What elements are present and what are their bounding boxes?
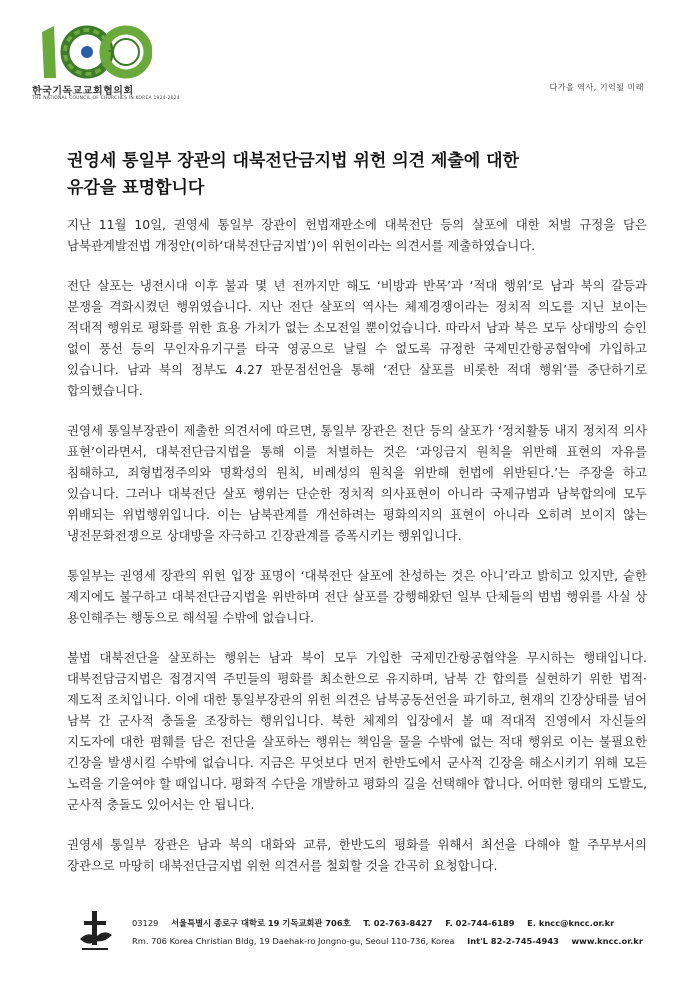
- paragraph: 권영세 통일부 장관은 남과 북의 대화와 교류, 한반도의 평화를 위해서 최선을 다해야 할 주무부서의 장관으로 마땅히 대북전단금지법 위헌 의견서를 철회할 것을 간곡히 요청합니다.: [67, 837, 647, 873]
- statement-title: [67, 148, 637, 202]
- kncc-100-logo: [32, 24, 180, 106]
- tel: T. 02-763-8427: [363, 918, 433, 928]
- address-ko: 서울특별시 종로구 대학로 19 기독교회관 706호: [171, 918, 351, 928]
- statement-body: [67, 214, 647, 895]
- slogan: 다가올 역사, 기억될 미래: [549, 83, 644, 92]
- address-en: Rm. 706 Korea Christian Bldg, 19 Daehak-ro Jongno-gu, Seoul 110-736, Korea: [132, 936, 455, 946]
- title-line-2: 유감을 표명합니다: [67, 178, 205, 198]
- email-link[interactable]: E. kncc@kncc.or.kr: [527, 918, 615, 928]
- intl-tel: Int'L 82-2-745-4943: [467, 936, 559, 946]
- footer-address-ko: [132, 917, 624, 929]
- footer: [0, 905, 700, 965]
- org-name: 한국기독교교회협의회: [32, 86, 134, 97]
- title-line-1: 권영세 통일부 장관의 대북전단금지법 위헌 의견 제출에 대한: [67, 151, 519, 171]
- website-link[interactable]: www.kncc.or.kr: [571, 936, 643, 946]
- fax: F. 02-744-6189: [445, 918, 515, 928]
- paragraph: 전단 살포는 냉전시대 이후 불과 몇 년 전까지만 해도 ‘비방과 반목’과 ‘적대 행위’로 남과 북의 갈등과 분쟁을 격화시켰던 행위였습니다. 지난 전단 살포의 역사는 체제경쟁이라는 정치적 의도를 지닌 보이는 적대적 행위로 평화를 위한 효용 가치가 없는 소모전일 뿐이었습니다. 따라서 남과 북은 모두 상대방의 승인 없이 풍선 등의 무인자유기구를 타국 영공으로 날릴 수 없도록 규정한 국제민간항공협약에 가입하고 있습니다. 남과 북의 정부도 4.27 판문점선언을 통해 ‘전단 살포를 비롯한 적대 행위’를 중단하기로 합의했습니다.: [67, 278, 647, 398]
- cross-dove-icon: [78, 909, 114, 953]
- paragraph: 권영세 통일부장관이 제출한 의견서에 따르면, 통일부 장관은 전단 등의 살포가 ‘정치활동 내지 정치적 의사 표현’이라면서, 대북전단금지법을 통해 이를 처벌하는 것은 ‘과잉금지 원칙을 위반해 표현의 자유를 침해하고, 죄형법정주의와 명확성의 원칙, 비례성의 원칙을 위반해 헌법에 위반된다.’는 주장을 하고 있습니다. 그러나 대북전단 살포 행위는 단순한 정치적 의사표현이 아니라 국제규범과 남북합의에 모두 위배되는 위법행위입니다. 이는 남북관계를 개선하려는 평화의지의 표현이 아니라 오히려 보이지 않는 냉전문화전쟁으로 상대방을 자극하고 긴장관계를 증폭시키는 행위입니다.: [67, 423, 647, 543]
- postcode: 03129: [132, 918, 159, 928]
- paragraph: 지난 11월 10일, 권영세 통일부 장관이 헌법재판소에 대북전단 등의 살포에 대한 처벌 규정을 담은 남북관계발전법 개정안(이하‘대북전단금지법’)이 위헌이라는 의견서를 제출하였습니다.: [67, 217, 647, 253]
- org-subtitle: THE NATIONAL COUNCIL OF CHURCHES IN KOREA 1924-2024: [32, 96, 180, 101]
- paragraph: 불법 대북전단을 살포하는 행위는 남과 북이 모두 가입한 국제민간항공협약을 무시하는 행태입니다. 대북전담금지법은 접경지역 주민들의 평화를 최소한으로 유지하며, 남북 간 합의를 실현하기 위한 법적·제도적 조치입니다. 이에 대한 통일부장관의 위헌 의견은 남북공동선언을 파기하고, 현재의 긴장상태를 넘어 남북 간 군사적 충돌을 조장하는 행위입니다. 북한 체제의 입장에서 볼 때 적대적 진영에서 자신들의 지도자에 대한 폄훼를 담은 전단을 살포하는 행위는 책임을 물을 수밖에 없는 적대 행위로 이는 불필요한 긴장을 발생시킬 수밖에 없습니다. 지금은 무엇보다 먼저 한반도에서 군사적 긴장을 해소시키기 위해 모든 노력을 기울여야 할 때입니다. 평화적 수단을 개발하고 평화의 길을 선택해야 합니다. 어떠한 형태의 도발도, 군사적 충돌도 있어서는 안 됩니다.: [67, 650, 647, 812]
- paragraph: 통일부는 권영세 장관의 위헌 입장 표명이 ‘대북전단 살포에 찬성하는 것은 아니’라고 밝히고 있지만, 숱한 제지에도 불구하고 대북전단금지법을 위반하며 전단 살포를 강행해왔던 일부 단체들의 범법 행위를 사실 상 용인해주는 행동으로 해석될 수밖에 없습니다.: [67, 568, 647, 625]
- centennial-logo-icon: [32, 24, 152, 80]
- footer-address-en: [132, 936, 653, 946]
